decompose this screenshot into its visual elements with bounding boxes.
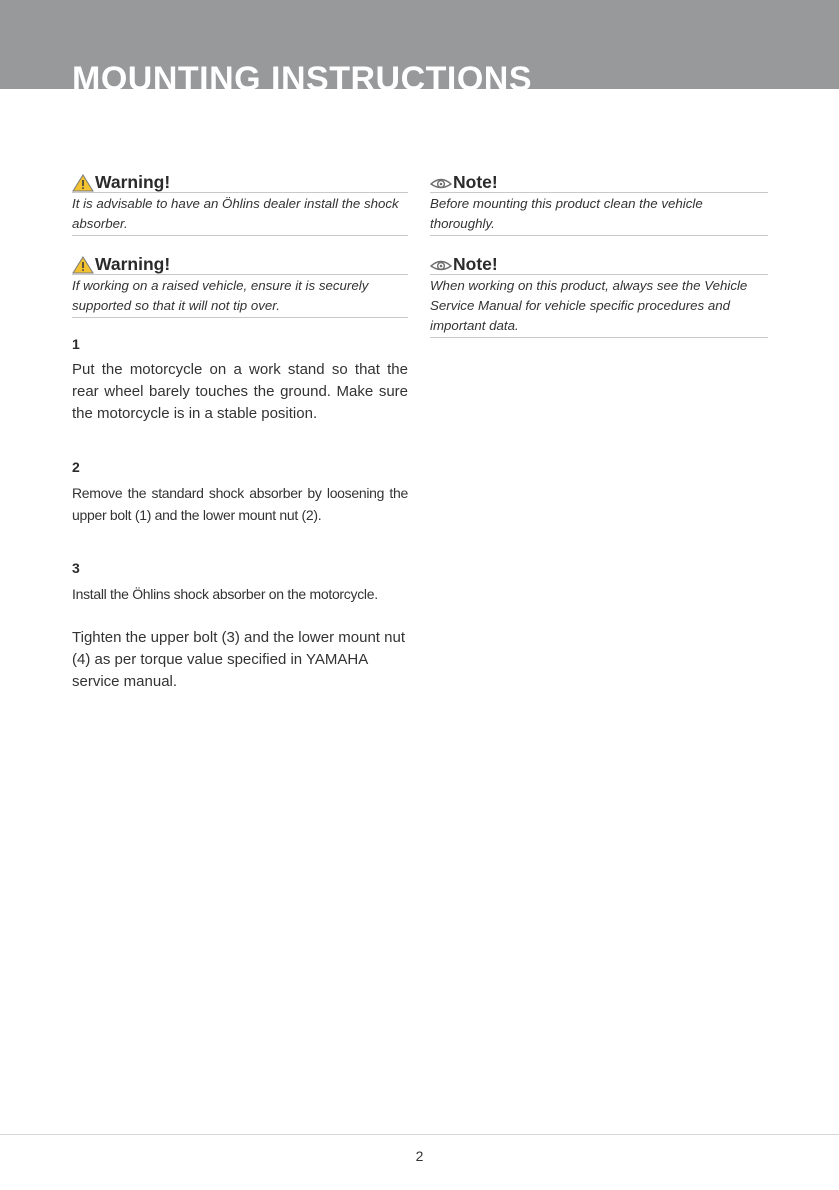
warning-triangle-icon	[72, 174, 94, 192]
page-number: 2	[415, 1148, 424, 1164]
step-text: Tighten the upper bolt (3) and the lower mount nut (4) as per torque value specified in YAMAHA service manual.	[72, 629, 405, 690]
note-header	[430, 170, 768, 193]
warning-box	[72, 252, 408, 318]
left-column	[72, 170, 408, 693]
step-text: Remove the standard shock absorber by loosening the upper bolt (1) and the lower mount nut (2).	[72, 485, 408, 523]
right-column	[430, 170, 768, 354]
step-2	[72, 457, 408, 526]
note-header	[430, 252, 768, 275]
warning-header	[72, 170, 408, 193]
eye-icon	[430, 256, 452, 274]
step-text: Put the motorcycle on a work stand so that the rear wheel barely touches the ground. Make sure the motorcycle is in a stable position.	[72, 361, 408, 422]
step-number: 1	[72, 336, 80, 352]
warning-box	[72, 170, 408, 236]
note-text: When working on this product, always see the Vehicle Service Manual for vehicle specific procedures and important data.	[430, 275, 768, 338]
note-box	[430, 252, 768, 338]
warning-triangle-icon	[72, 256, 94, 274]
warning-header	[72, 252, 408, 275]
footer-divider	[0, 1134, 839, 1135]
step-number: 3	[72, 560, 80, 576]
eye-icon	[430, 174, 452, 192]
note-label: Note!	[453, 254, 498, 274]
step-text: Install the Öhlins shock absorber on the motorcycle.	[72, 586, 378, 602]
warning-text: It is advisable to have an Öhlins dealer install the shock absorber.	[72, 193, 408, 236]
step-1	[72, 334, 408, 425]
warning-label: Warning!	[95, 254, 171, 274]
note-label: Note!	[453, 172, 498, 192]
step-3	[72, 558, 408, 693]
warning-label: Warning!	[95, 172, 171, 192]
step-number: 2	[72, 459, 80, 475]
note-text: Before mounting this product clean the vehicle thoroughly.	[430, 193, 768, 236]
page-title: MOUNTING INSTRUCTIONS	[72, 60, 533, 89]
note-box	[430, 170, 768, 236]
warning-text: If working on a raised vehicle, ensure it is securely supported so that it will not tip over.	[72, 275, 408, 318]
header-band	[0, 0, 839, 89]
